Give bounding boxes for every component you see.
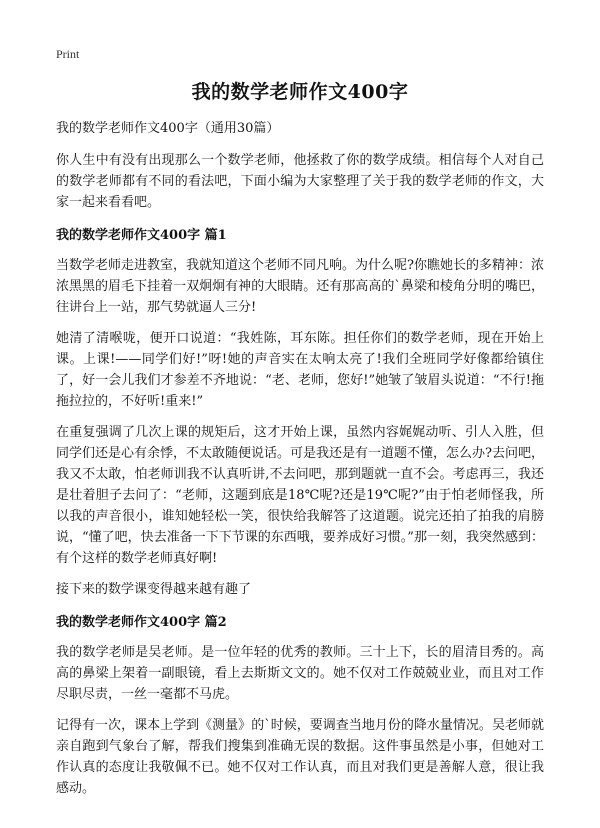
section-heading-1: 我的数学老师作文400字 篇1 [56,228,227,243]
intro-paragraph: 你人生中有没有出现那么一个数学老师，他拯救了你的数学成绩。相信每个人对自己的数学老师都有不同的看法吧，下面小编为大家整理了关于我的数学老师的作文，大家一起来看看吧。 [56,153,544,210]
section-2-paragraph-1: 我的数学老师是吴老师。是一位年轻的优秀的教师。三十上下，长的眉清目秀的。高高的鼻梁上架着一副眼镜，看上去斯斯文文的。她不仅对工作兢兢业业，而且对工作尽职尽责，一丝一毫都不马虎。 [56,645,544,702]
page-title: 我的数学老师作文400字 [191,81,409,103]
section-1-paragraph-3: 在重复强调了几次上课的规矩后，这才开始上课，虽然内容娓娓动听、引人入胜，但同学们还是心有余悸，不太敢随便说话。可是我还是有一道题不懂，怎么办?去问吧，我又不太敢，怕老师训我不认真听讲,不去问吧，那到题就一直不会。考虑再三，我还是壮着胆子去问了：“老师，这题到底是18℃呢?还是19℃呢?”由于怕老师怪我，所以我的声音很小，谁知她轻松一笑，很快给我解答了这道题。说完还拍了拍我的肩膀说，“懂了吧，快去准备一下下节课的东西哦，要养成好习惯。”那一刻，我突然感到：有个这样的数学老师真好啊! [56,425,544,566]
section-1-paragraph-1: 当数学老师走进教室，我就知道这个老师不同凡响。为什么呢?你瞧她长的多精神：浓浓黑黑的眉毛下挂着一双炯炯有神的大眼睛。还有那高高的`鼻梁和棱角分明的嘴巴，往讲台上一站，那气势就逼人三分! [56,258,544,315]
section-2-paragraph-2: 记得有一次，课本上学到《测量》的`时候，要调查当地月份的降水量情况。吴老师就亲自跑到气象台了解，帮我们搜集到准确无误的数据。这件事虽然是小事，但她对工作认真的态度让我敬佩不已。她不仅对工作认真，而且对我们更是善解人意，很让我感动。 [56,718,544,796]
print-link[interactable]: Print [56,47,80,61]
article-body [56,120,544,809]
section-heading-2: 我的数学老师作文400字 篇2 [56,615,227,630]
section-1-paragraph-2: 她清了清喉咙，便开口说道：“我姓陈，耳东陈。担任你们的数学老师，现在开始上课。上课!——同学们好!”呀!她的声音实在太响太亮了!我们全班同学好像都给镇住了，好一会儿我们才参差不齐地说：“老、老师，您好!”她皱了皱眉头说道：“不行!拖拖拉拉的，不好听!重来!” [56,331,544,409]
section-1-paragraph-4: 接下来的数学课变得越来越有趣了 [56,582,252,597]
article-subtitle: 我的数学老师作文400字（通用30篇） [56,121,280,136]
